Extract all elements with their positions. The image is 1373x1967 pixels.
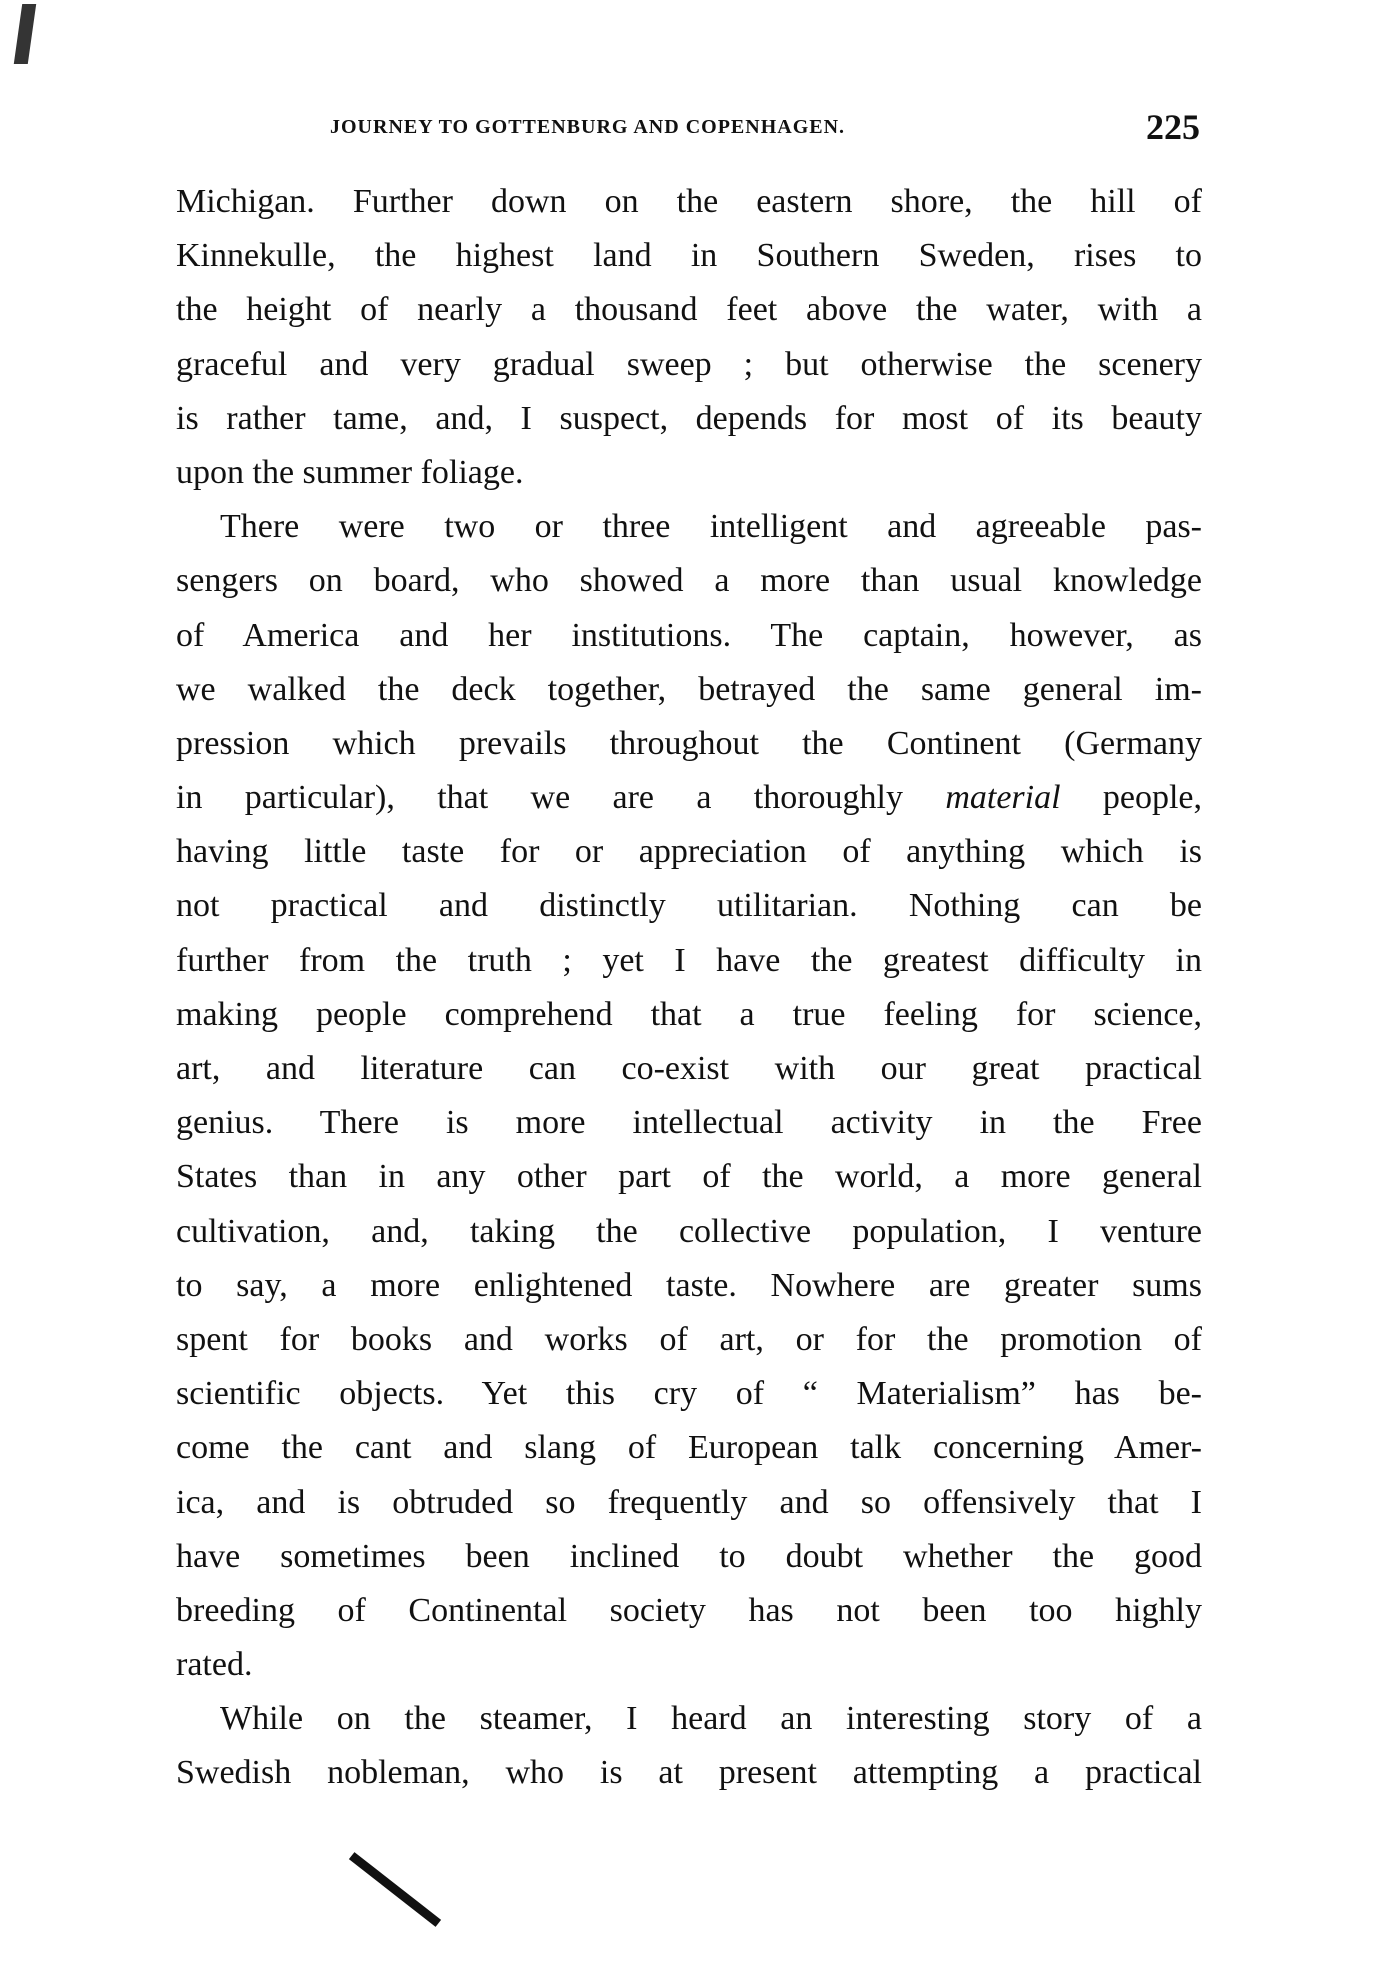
text-line: Kinnekulle, the highest land in Southern Sweden, rises to [176, 237, 1202, 275]
page-number: 225 [1146, 107, 1200, 147]
scan-edge-mark [14, 4, 36, 64]
text-line: ica, and is obtruded so frequently and so offensively that I [176, 1483, 1202, 1521]
text-line: not practical and distinctly utilitarian. Nothing can be [176, 887, 1202, 925]
text-line: come the cant and slang of European talk concerning Amer- [176, 1429, 1202, 1467]
text-line: we walked the deck together, betrayed the same general im- [176, 670, 1202, 708]
text-line: the height of nearly a thousand feet above the water, with a [176, 291, 1202, 329]
text-line: breeding of Continental society has not been too highly [176, 1591, 1202, 1629]
text-line: cultivation, and, taking the collective population, I venture [176, 1212, 1202, 1250]
text-line: of America and her institutions. The captain, however, as [176, 616, 1202, 654]
text-line: scientific objects. Yet this cry of “ Materialism” has be- [176, 1375, 1202, 1413]
scan-bottom-mark [349, 1852, 441, 1927]
text-line: States than in any other part of the world, a more general [176, 1158, 1202, 1196]
text-line: making people comprehend that a true feeling for science, [176, 995, 1202, 1033]
text-line: having little taste for or appreciation of anything which is [176, 833, 1202, 871]
text-line: to say, a more enlightened taste. Nowhere are greater sums [176, 1266, 1202, 1304]
text-line: Michigan. Further down on the eastern shore, the hill of [176, 183, 1202, 220]
text-line: pression which prevails throughout the Continent (Germany [176, 724, 1202, 762]
text-line: further from the truth ; yet I have the greatest difficulty in [176, 941, 1202, 979]
text-line: There were two or three intelligent and agreeable pas- [220, 508, 1202, 546]
text-line: is rather tame, and, I suspect, depends for most of its beauty [176, 399, 1202, 437]
running-head: JOURNEY TO GOTTENBURG AND COPENHAGEN. [330, 116, 846, 138]
text-line: have sometimes been inclined to doubt whether the good [176, 1537, 1202, 1575]
text-line: art, and literature can co-exist with our great practical [176, 1050, 1202, 1087]
text-line: upon the summer foliage. [176, 453, 524, 491]
text-line: rated. [176, 1646, 253, 1684]
text-line: graceful and very gradual sweep ; but otherwise the scenery [176, 345, 1202, 383]
text-line: sengers on board, who showed a more than usual knowledge [176, 562, 1202, 600]
body-text [176, 175, 1202, 1801]
text-line: spent for books and works of art, or for the promotion of [176, 1320, 1202, 1358]
text-line: While on the steamer, I heard an interesting story of a [220, 1700, 1202, 1738]
text-line: Swedish nobleman, who is at present attempting a practical [176, 1754, 1202, 1792]
text-line: genius. There is more intellectual activity in the Free [176, 1104, 1202, 1142]
page-header [330, 108, 1200, 148]
text-line: in particular), that we are a thoroughly material people, [176, 779, 1202, 817]
